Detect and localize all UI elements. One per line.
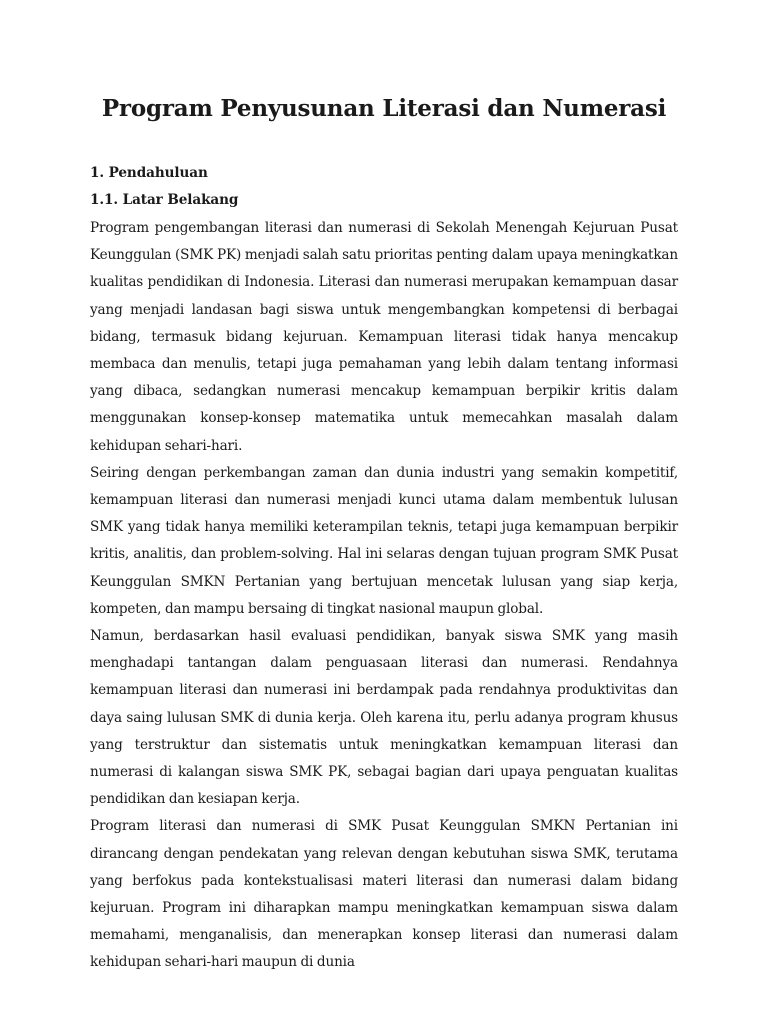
paragraph-2: Seiring dengan perkembangan zaman dan dunia industri yang semakin kompetitif, kemampuan literasi dan numerasi menjadi kunci utama dalam membentuk lulusan SMK yang tidak hanya memiliki keterampilan teknis, tetapi juga kemampuan berpikir kritis, analitis, dan problem-solving. Hal ini selaras dengan tujuan program SMK Pusat Keunggulan SMKN Pertanian yang bertujuan mencetak lulusan yang siap kerja, kompeten, dan mampu bersaing di tingkat nasional maupun global. <box>90 464 678 617</box>
paragraph-3: Namun, berdasarkan hasil evaluasi pendidikan, banyak siswa SMK yang masih menghadapi tantangan dalam penguasaan literasi dan numerasi. Rendahnya kemampuan literasi dan numerasi ini berdampak pada rendahnya produktivitas dan daya saing lulusan SMK di dunia kerja. Oleh karena itu, perlu adanya program khusus yang terstruktur dan sistematis untuk meningkatkan kemampuan literasi dan numerasi di kalangan siswa SMK PK, sebagai bagian dari upaya penguatan kualitas pendidikan dan kesiapan kerja. <box>90 628 678 808</box>
document-title: Program Penyusunan Literasi dan Numerasi <box>101 95 667 122</box>
subsection-heading: 1.1. Latar Belakang <box>90 192 239 208</box>
document-body <box>90 160 678 977</box>
paragraph-1: Program pengembangan literasi dan numerasi di Sekolah Menengah Kejuruan Pusat Keunggulan (SMK PK) menjadi salah satu prioritas penting dalam upaya meningkatkan kualitas pendidikan di Indonesia. Literasi dan numerasi merupakan kemampuan dasar yang menjadi landasan bagi siswa untuk mengembangkan kompetensi di berbagai bidang, termasuk bidang kejuruan. Kemampuan literasi tidak hanya mencakup membaca dan menulis, tetapi juga pemahaman yang lebih dalam tentang informasi yang dibaca, sedangkan numerasi mencakup kemampuan berpikir kritis dalam menggunakan konsep-konsep matematika untuk memecahkan masalah dalam kehidupan sehari-hari. <box>90 220 678 454</box>
paragraph-4: Program literasi dan numerasi di SMK Pusat Keunggulan SMKN Pertanian ini dirancang dengan pendekatan yang relevan dengan kebutuhan siswa SMK, terutama yang berfokus pada kontekstualisasi materi literasi dan numerasi dalam bidang kejuruan. Program ini diharapkan mampu meningkatkan kemampuan siswa dalam memahami, menganalisis, dan menerapkan konsep literasi dan numerasi dalam kehidupan sehari-hari maupun di dunia <box>90 818 678 971</box>
section-heading: 1. Pendahuluan <box>90 165 208 181</box>
